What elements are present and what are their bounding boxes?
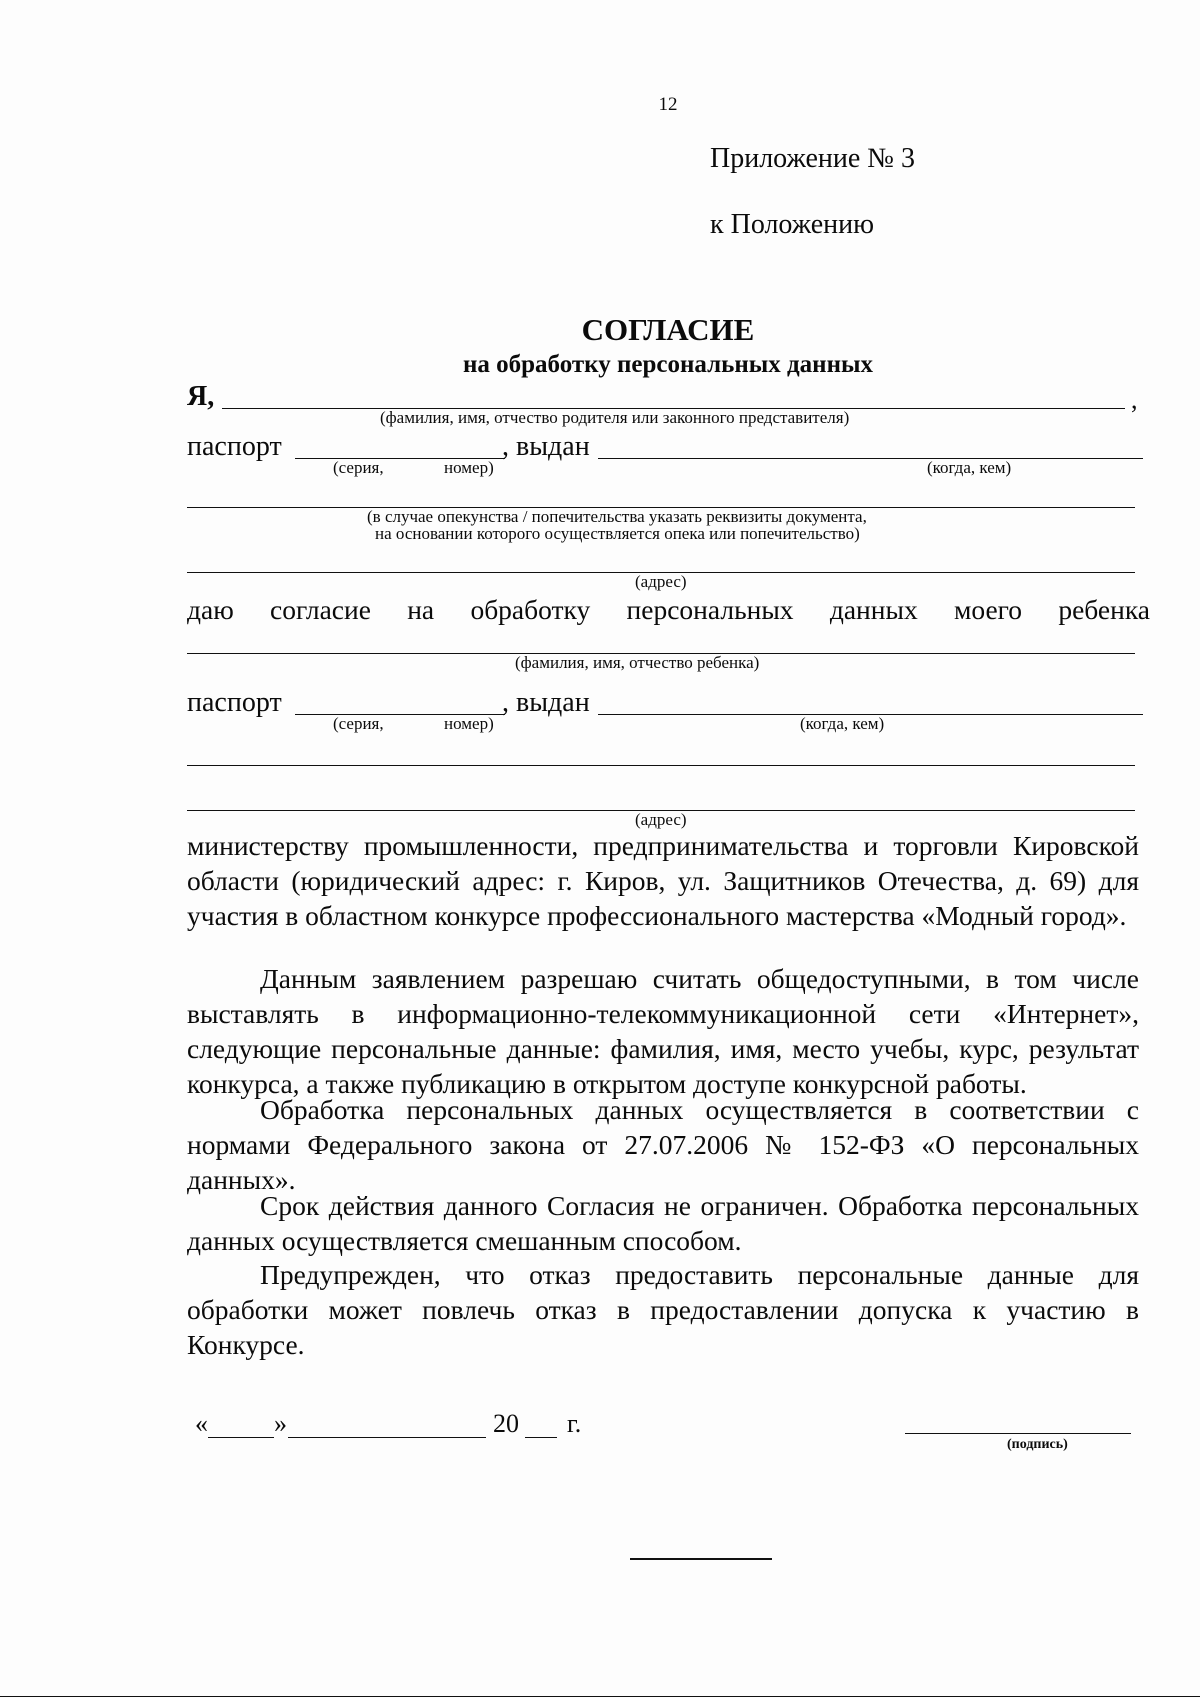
- consent-word: обработку: [470, 594, 591, 625]
- child-number-caption: номер): [444, 714, 494, 733]
- consent-line: [187, 596, 1150, 624]
- parent-name-trailing-comma: ,: [1131, 385, 1138, 414]
- child-series-caption: (серия,: [333, 714, 384, 733]
- child-issued-label: , выдан: [502, 687, 590, 718]
- document-title: СОГЛАСИЕ: [581, 312, 755, 347]
- body-paragraph-public-data: Данным заявлением разрешаю считать общедоступными, в том числе выставлять в информационно-телекоммуникационной сети «Интернет», следующие персональные данные: фамилия, имя, место учебы, курс, результат конкурса, а также публикацию в открытом доступе конкурсной работы.: [187, 963, 1139, 1099]
- date-quote-open: «: [195, 1409, 208, 1438]
- date-year-prefix: 20: [493, 1409, 519, 1438]
- parent-when-who-caption: (когда, кем): [927, 458, 1012, 477]
- parent-name-caption: (фамилия, имя, отчество родителя или законного представителя): [380, 408, 850, 427]
- consent-word: данных: [829, 594, 918, 625]
- page-bottom-edge: [0, 1696, 1200, 1697]
- parent-issued-label: , выдан: [502, 431, 590, 462]
- body-paragraph-law: Обработка персональных данных осуществляется в соответствии с нормами Федерального закона от 27.07.2006 № 152-ФЗ «О персональных данных».: [187, 1094, 1139, 1195]
- consent-word: даю: [187, 594, 234, 625]
- date-month-line: [288, 1437, 486, 1438]
- consent-word: моего: [953, 594, 1023, 625]
- parent-series-caption: (серия,: [333, 458, 384, 477]
- date-year-line: [525, 1437, 557, 1438]
- body-paragraph-ministry: министерству промышленности, предпринимательства и торговли Кировской области (юридический адрес: г. Киров, ул. Защитников Отечества, д. 69) для участия в областном конкурсе профессионального мастерства «Модный город».: [187, 830, 1139, 931]
- guardianship-caption-1: (в случае опекунства / попечительства указать реквизиты документа,: [367, 507, 867, 526]
- consent-word: согласие: [270, 594, 371, 625]
- appendix-reference: к Положению: [710, 209, 875, 240]
- guardianship-caption-2: на основании которого осуществляется опека или попечительство): [375, 524, 860, 543]
- page-number: 12: [658, 94, 678, 115]
- parent-issued-line: [598, 458, 1143, 459]
- consent-word: на: [407, 594, 435, 625]
- date-quote-close: »: [274, 1409, 287, 1438]
- consent-word: персональных: [626, 594, 794, 625]
- parent-passport-label: паспорт: [187, 431, 282, 462]
- date-year-suffix: г.: [567, 1409, 582, 1438]
- body-paragraph-warning: Предупрежден, что отказ предоставить персональные данные для обработки может повлечь отказ в предоставлении допуска к участию в Конкурсе.: [187, 1259, 1139, 1360]
- child-extra-line: [187, 765, 1135, 766]
- end-divider: [630, 1558, 772, 1560]
- child-when-who-caption: (когда, кем): [800, 714, 885, 733]
- child-name-caption: (фамилия, имя, отчество ребенка): [515, 653, 760, 672]
- signature-line: [905, 1433, 1131, 1434]
- document-subtitle: на обработку персональных данных: [463, 351, 873, 378]
- parent-address-caption: (адрес): [635, 572, 687, 591]
- body-paragraph-term: Срок действия данного Согласия не ограничен. Обработка персональных данных осуществляется смешанным способом.: [187, 1190, 1139, 1256]
- appendix-number: Приложение № 3: [710, 143, 915, 174]
- child-address-caption: (адрес): [635, 810, 687, 829]
- signature-caption: (подпись): [1007, 1437, 1068, 1452]
- child-passport-label: паспорт: [187, 687, 282, 718]
- ya-label: Я,: [187, 381, 215, 412]
- consent-word: ребенка: [1058, 594, 1150, 625]
- parent-number-caption: номер): [444, 458, 494, 477]
- date-day-line: [208, 1437, 274, 1438]
